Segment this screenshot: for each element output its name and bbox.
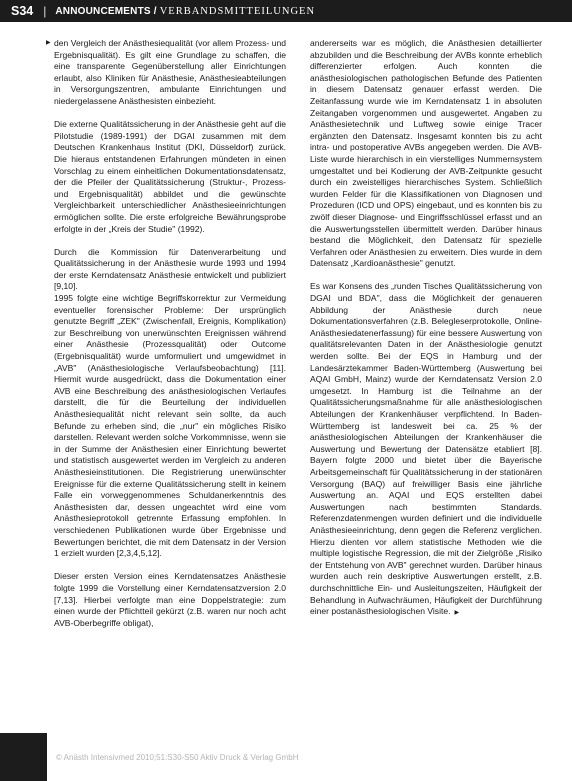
copyright-footer: © Anästh Intensivmed 2010;51:S30-S50 Aktiv Druck & Verlag GmbH: [56, 753, 299, 762]
side-tab-marker: [0, 733, 47, 781]
paragraph: [310, 281, 542, 619]
paragraph: den Vergleich der Anästhesiequalität (vor allem Prozess- und Ergebnisqualität). Es gilt eine Grundlage zu schaffen, die eine transparente Gegenüberstellung aller Einrichtungen erlaubt, also Kliniken für Anästhesie, Anästhesieabteilungen in Versorgungszentren, ambulante Einrichtungen und niedergelassene Anästhesisten einbezieht.: [54, 38, 286, 106]
page-header: [0, 0, 572, 22]
page-number: S34: [11, 4, 34, 18]
continue-arrow-icon: ▶: [454, 610, 460, 617]
section-label: ANNOUNCEMENTS /: [55, 5, 157, 17]
paragraph: andererseits war es möglich, die Anästhesien detaillierter abzubilden und die Beschreibung der AVBs konnte erheblich differenzierter erfolgen. Auch konnten die anästhesiologischen pathologischen Befunde des Patienten in diesem Datensatz genauer erfasst werden. Die Zeitanfassung wurde wie im Kerndatensatz 1 in absoluten Zeitangaben vorgenommen und ausgewertet. Angaben zu Anästhesietechnik und Luftweg sowie einige Tracer ergänzten den Datensatz. Insgesamt konnten bis zu acht intra- und postoperative AVBs angegeben werden. Die AVB-Liste wurde hierarchisch in ein vierstelliges Nummernsystem umgestaltet und bei Kodierung der AVB-Zeitpunkte gesucht durch ein zweistelliges hierarchisches System. Schließlich wurden Felder für die Klassifikationen von Diagnosen und Prozeduren (ICD und OPS) eingebaut, und es konnten bis zu zwölf dieser Diagnose- und Eingriffsschlüssel erfasst und an die Auswertungsstellen übermittelt werden. Darüber hinaus bestand die Möglichkeit, den Datensatz für spezielle Verfahren oder Anästhesien zu erweitern. Dies wurde in dem Datensatz „Kardioanästhesie" genutzt.: [310, 38, 542, 269]
paragraph-text: Es war Konsens des „runden Tisches Qualitätssicherung von DGAI und BDA", dass die Möglichkeit der genaueren Abbildung der Anästhesie durch neue Dokumentationsverfahren (z.B. Belegleserprotokolle, Online-Anästhesiedatenerfassung) für eine bessere Auswertung von qualitätsrelevanten Daten in der Anästhesiologie genutzt werden sollte. Bei der EQS in Hamburg und der Landesärztekammer Baden-Württemberg (Auswertung bei AQAI GmbH, Mainz) wurde der Kerndatensatz Version 2.0 umgesetzt. In Hamburg ist die Teilnahme an der Qualitätssicherungsmaßnahme für alle anästhesiologischen Abteilungen der Krankenhäuser verpflichtend. In Baden-Württemberg ist landesweit bei ca. 25 % der anästhesiologischen Abteilungen der Krankenhäuser die Auswertung und Bewertung der Datensätze etabliert [8]. Bayern folgte 2000 und bietet über die Bayerische Arbeitsgemeinschaft für Qualitätssicherung in der stationären Versorgung (BAQ) auf freiwilliger Basis eine jährliche Auswertung an. AQAI und EQS erstellten dabei Auswertungen nach bestimmten Standards. Referenzdatenmengen wurden definiert und die individuelle Anästhesieeinrichtung, denn gegen die Referenz verglichen. Hierzu dienten vor allem statistische Methoden wie die multiple logistische Regression, die mit der Zielgröße „Risiko der Entstehung von AVB" gerechnet wurden. Darüber hinaus wurden auch rein deskriptive Auswertungen erstellt, z.B. durchschnittliche Ein- und Ausleitungszeiten, Häufigkeit der Behandlung in Aufwachräumen, Häufigkeit der Durchführung einer postanästhesiologischen Visite.: [310, 281, 542, 617]
paragraph: Durch die Kommission für Datenverarbeitung und Qualitätssicherung in der Anästhesie wurde 1993 und 1994 der erste Kerndatensatz Anästhesie entwickelt und publiziert [9,10].: [54, 246, 286, 292]
section-label-de: VERBANDSMITTEILUNGEN: [159, 5, 316, 17]
right-column: [310, 38, 542, 620]
paragraph: Dieser ersten Version eines Kerndatensatzes Anästhesie folgte 1999 die Vorstellung einer Kerndatensatzversion 2.0 [7,13]. Hierbei verfolgte man eine Doppelstrategie: zum einen wurde der Pflichtteil gekürzt (z.B. waren nur noch acht AVB-Oberbegriffe obligat),: [54, 571, 286, 628]
header-separator: |: [43, 4, 47, 18]
paragraph: Die externe Qualitätssicherung in der Anästhesie geht auf die Pilotstudie (1989-1991) der DGAI zusammen mit dem Deutschen Krankenhaus Institut (DKI, Düsseldorf) zurück. Die hieraus entstandenen Erfahrungen mündeten in einen Vorschlag zu einem einheitlichen Dokumentationsdatensatz, der die Pfeiler der Qualitätssicherung (Struktur-, Prozess- und Ergebnisqualität) abbildet und die gewünschte Vergleichbarkeit unterschiedlicher Anästhesieeinrichtungen ermöglichen sollte. Die erste erfolgreiche Bewährungsprobe erfolgte in der „Kreis der Studie" (1992).: [54, 119, 286, 234]
paragraph: 1995 folgte eine wichtige Begriffskorrektur zur Vermeidung eventueller forensischer Probleme: Der ursprünglich genutzte Begriff „ZEK" (Zwischenfall, Ereignis, Komplikation) zur Beschreibung von unerwünschten Ereignissen während einer Anästhesie (Prozessqualität) oder Outcome (Ergebnisqualität) wurde umformuliert und umgewidmet in „AVB" (Anästhesiologische Verlaufsbeobachtung) [11]. Hiermit wurde ausgedrückt, dass die Dokumentation einer AVB eine Beschreibung des anästhesiologischen Verlaufes darstellt, die für die Beurteilung der individuellen Anästhesiequalität nicht relevant sein sollte, da auch Befunde zu erheben sind, die „nur" ein mögliches Risiko darstellen. Relevant werden solche Vorkommnisse, wenn sie in der Summe der Anästhesien einer Einrichtung bewertet und statistisch ausgewertet werden im Vergleich zu anderen Anästhesieinstitutionen. Die Registrierung unerwünschter Ereignisse für die externe Qualitätssicherung stellt in keinem Falle ein vorweggenommenes Schuldanerkenntnis des Anästhesisten dar, dessen ungeachtet wird eine vom Anästhesieprotokoll getrennte Erfassung empfohlen. In verschiedenen Publikationen wurde über Ergebnisse und Bewertungen berichtet, die mit dem Datensatz in der Version 1 erzielt wurden [2,3,4,5,12].: [54, 293, 286, 559]
left-column: [46, 38, 286, 629]
continuation-bullet-icon: ▶: [46, 40, 51, 46]
